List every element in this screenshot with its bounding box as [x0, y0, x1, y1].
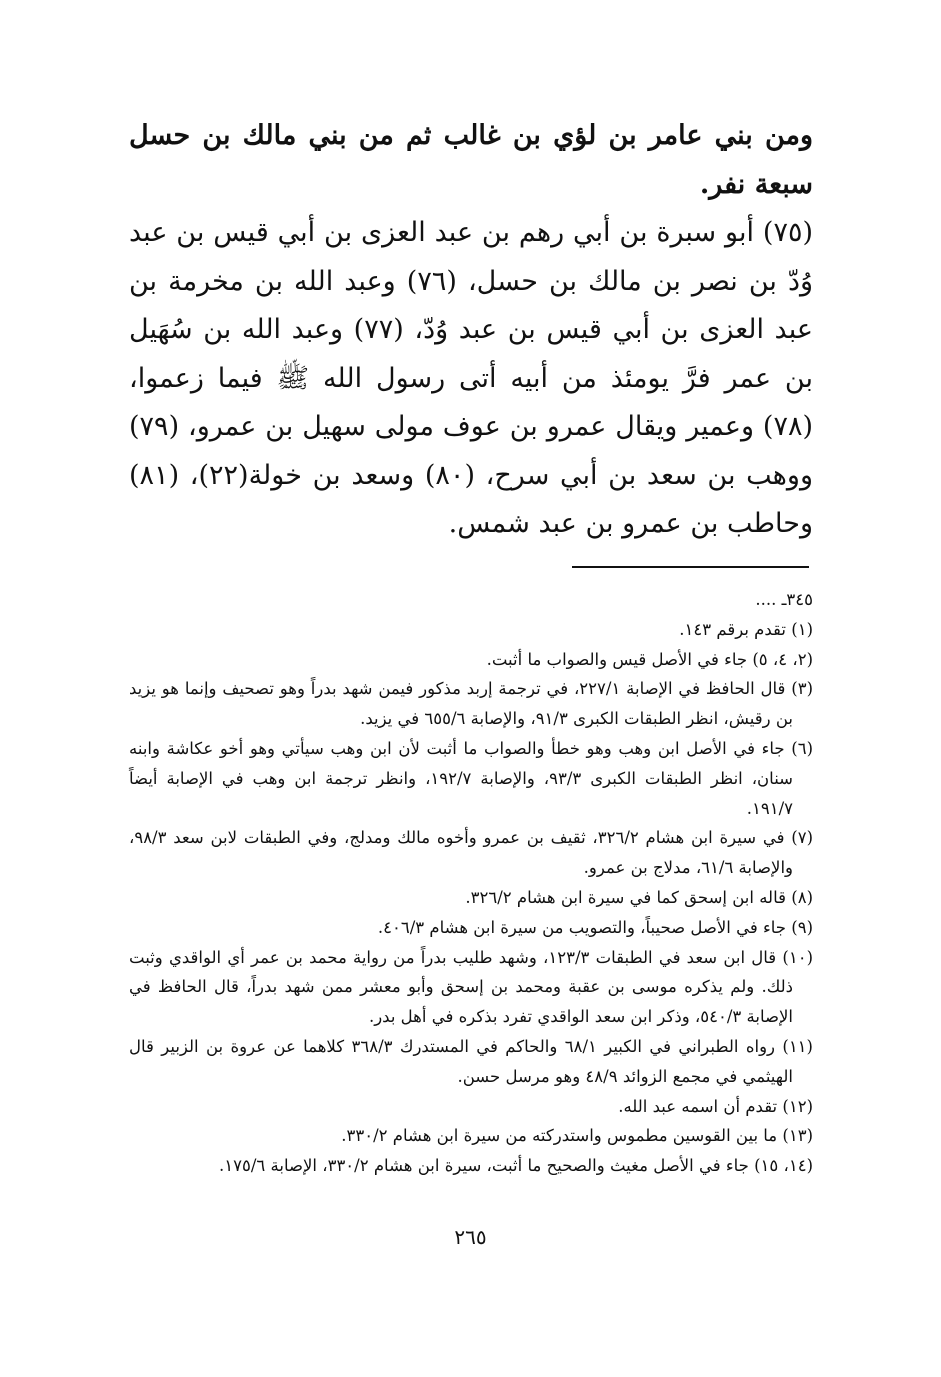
footnote-7: (٧) في سيرة ابن هشام ٣٢٦/٢، ثقيف بن عمرو وأخوه مالك ومدلج، وفي الطبقات لابن سعد ٩٨/٣، والإصابة ٦١/٦، مدلاج بن عمرو. — [129, 828, 813, 878]
footnote-8: (٨) قاله ابن إسحق كما في سيرة ابن هشام ٣٢٦/٢. — [465, 887, 813, 907]
footnote-12: (١٢) تقدم أن اسمه عبد الله. — [618, 1096, 813, 1116]
footnote-2-4-5: (٢، ٤، ٥) جاء في الأصل قيس والصواب ما أثبت. — [486, 649, 813, 669]
section-heading: ومن بني عامر بن لؤي بن غالب ثم من بني مالك بن حسل سبعة نفر. — [129, 120, 813, 200]
footnote-11: (١١) رواه الطبراني في الكبير ٦٨/١ والحاكم في المستدرك ٣٦٨/٣ كلاهما عن عروة بن الزبير قال الهيثمي في مجمع الزوائد ٤٨/٩ وهو مرسل حسن. — [129, 1036, 813, 1086]
footnote-14-15: (١٤، ١٥) جاء في الأصل مغيث والصحيح ما أثبت، سيرة ابن هشام ٣٣٠/٢، الإصابة ١٧٥/٦. — [219, 1156, 813, 1176]
footnote-10: (١٠) قال ابن سعد في الطبقات ١٢٣/٣، وشهد طليب بدراً من رواية محمد بن عمر أي الواقدي وثبت ذلك. ولم يذكره موسى بن عقبة ومحمد بن إسحق وأبو معشر ممن شهد بدراً، قال الحافظ في الإصابة ٥٤٠/٣، وذكر ابن سعد الواقدي تفرد بذكره في أهل بدر. — [129, 947, 813, 1027]
footnote-6: (٦) جاء في الأصل ابن وهب وهو خطأ والصواب ما أثبت لأن ابن وهب سيأتي وهو أخو عكاشة وابنه سنان، انظر الطبقات الكبرى ٩٣/٣، والإصابة ١٩٢/٧، وانظر ترجمة ابن وهب في الإصابة أيضاً ١٩١/٧. — [129, 738, 813, 818]
footnote-1: (١) تقدم برقم ١٤٣. — [679, 619, 813, 639]
body-paragraph: (٧٥) أبو سبرة بن أبي رهم بن عبد العزى بن أبي قيس بن عبد وُدّ بن نصر بن مالك بن حسل، (٧٦) وعبد الله بن مخرمة بن عبد العزى بن أبي قيس بن عبد وُدّ، (٧٧) وعبد الله بن سُهَيل بن عمر فرَّ يومئذ من أبيه أتى رسول الله ﷺ فيما زعموا، (٧٨) وعمير ويقال عمرو بن عوف مولى سهيل بن عمرو، (٧٩) ووهب بن سعد بن أبي سرح، (٨٠) وسعد بن خولة(٢٢)، (٨١) وحاطب بن عمرو بن عبد شمس. — [129, 217, 814, 539]
footnote-13: (١٣) ما بين القوسين مطموس واستدركته من سيرة ابن هشام ٣٣٠/٢. — [341, 1126, 813, 1146]
footnotes — [129, 585, 813, 1181]
footnote-continuation: ٣٤٥ـ .... — [755, 590, 813, 609]
page-number: ٢٦٥ — [454, 1225, 487, 1249]
main-text — [129, 112, 813, 549]
footnote-9: (٩) جاء في الأصل صحيباً، والتصويب من سيرة ابن هشام ٤٠٦/٣. — [377, 917, 813, 937]
footnote-3: (٣) قال الحافظ في الإصابة ٢٢٧/١، في ترجمة إربد مذكور فيمن شهد بدراً وهو تصحيف وإنما هو يزيد بن رقيش، انظر الطبقات الكبرى ٩١/٣، والإصابة ٦٥٥/٦ في يزيد. — [129, 679, 814, 729]
footnote-separator — [572, 566, 809, 568]
